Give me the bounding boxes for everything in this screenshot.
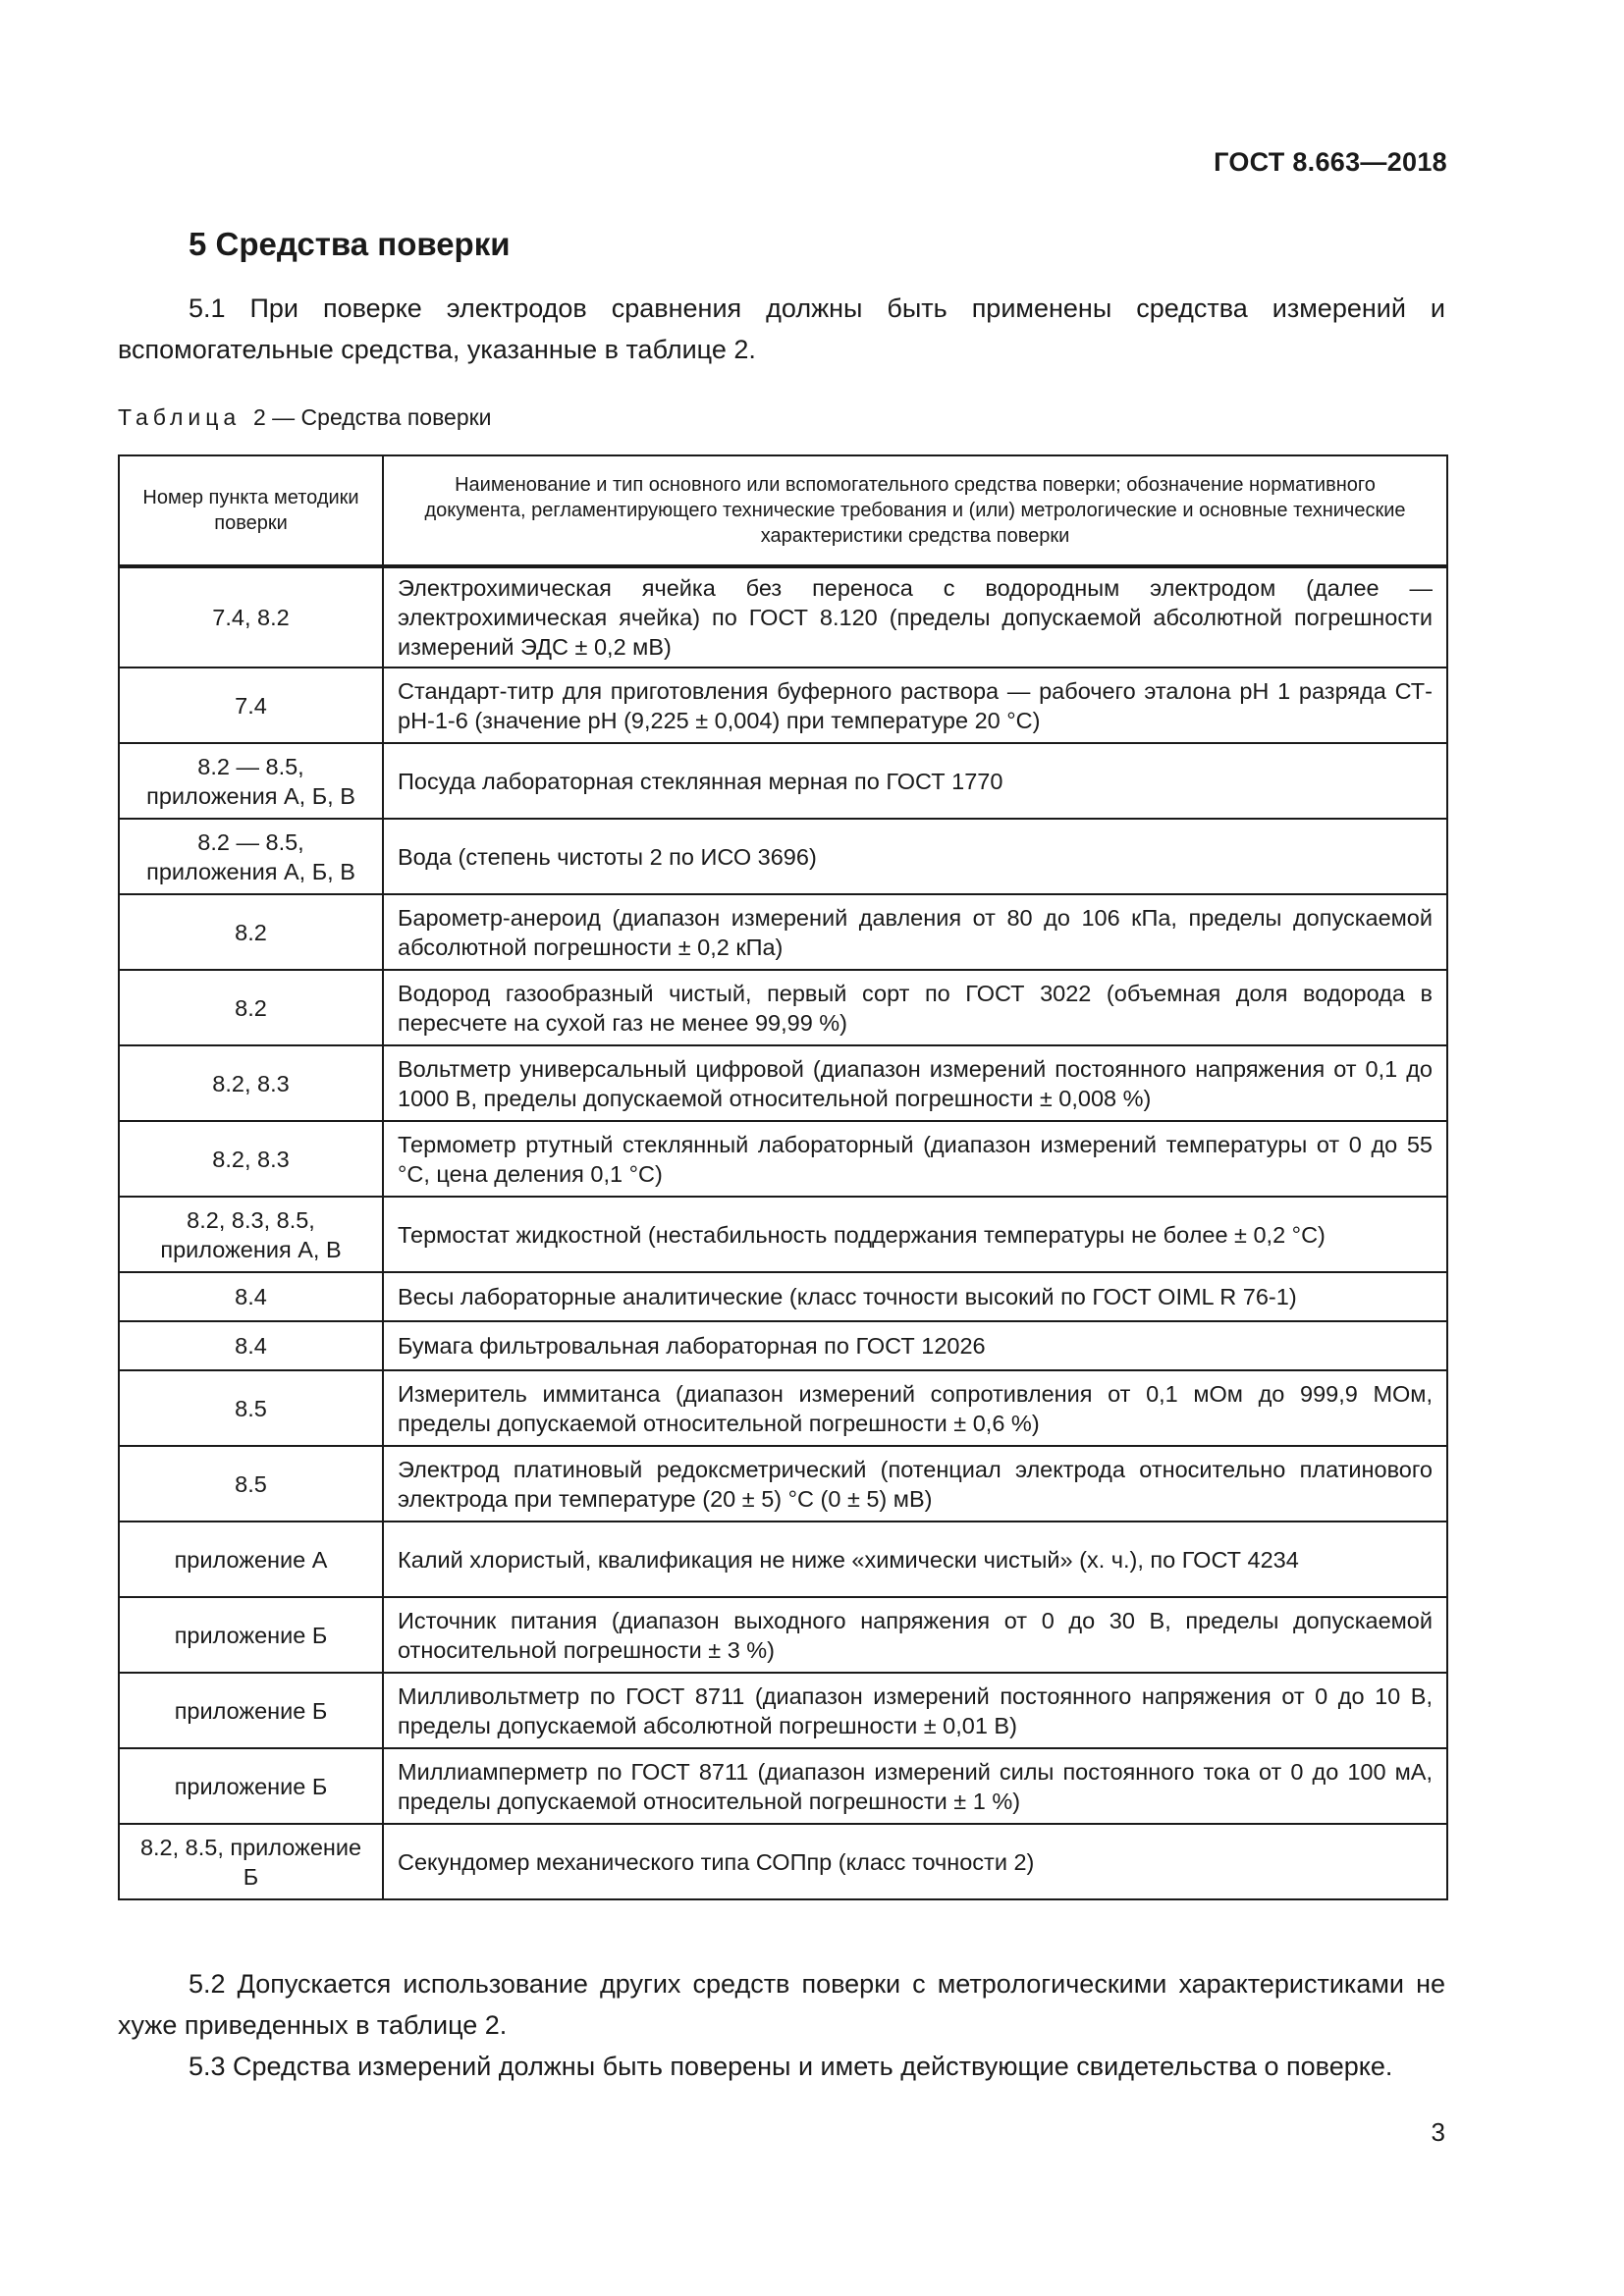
clause-cell: приложение Б xyxy=(119,1597,383,1673)
table-row xyxy=(119,1321,1447,1370)
table-row xyxy=(119,1121,1447,1197)
table-row xyxy=(119,1597,1447,1673)
table-caption xyxy=(118,404,492,431)
clause-cell: 8.2 — 8.5, приложения А, Б, В xyxy=(119,819,383,894)
description-cell: Секундомер механического типа СОПпр (класс точности 2) xyxy=(383,1824,1447,1899)
clause-cell: 8.2, 8.5, приложение Б xyxy=(119,1824,383,1899)
description-cell: Водород газообразный чистый, первый сорт по ГОСТ 3022 (объемная доля водорода в пересчете на сухой газ не менее 99,99 %) xyxy=(383,970,1447,1045)
document-code: ГОСТ 8.663—2018 xyxy=(1214,147,1447,177)
table-row xyxy=(119,894,1447,970)
clause-cell: приложение Б xyxy=(119,1748,383,1824)
table-header-row xyxy=(119,455,1447,566)
description-cell: Стандарт-титр для приготовления буферного раствора — рабочего эталона pH 1 разряда СТ-pH-1-6 (значение pH (9,225 ± 0,004) при температуре 20 °C) xyxy=(383,667,1447,743)
table-row xyxy=(119,819,1447,894)
clause-cell: 8.4 xyxy=(119,1272,383,1321)
paragraph-5-2 xyxy=(118,1963,1445,2046)
clause-cell: 8.5 xyxy=(119,1370,383,1446)
table-row xyxy=(119,1522,1447,1597)
description-cell: Посуда лабораторная стеклянная мерная по ГОСТ 1770 xyxy=(383,743,1447,819)
description-cell: Измеритель иммитанса (диапазон измерений сопротивления от 0,1 мОм до 999,9 МОм, пределы допускаемой относительной погрешности ± 0,6 %) xyxy=(383,1370,1447,1446)
clause-cell: 8.2 — 8.5, приложения А, Б, В xyxy=(119,743,383,819)
clause-cell: 7.4 xyxy=(119,667,383,743)
paragraph-5-2-text: 5.2 Допускается использование других средств поверки с метрологическими характеристиками не хуже приведенных в таблице 2. xyxy=(118,1969,1445,2040)
description-cell: Миллиамперметр по ГОСТ 8711 (диапазон измерений силы постоянного тока от 0 до 100 мА, пределы допускаемой относительной погрешности ± 1 %) xyxy=(383,1748,1447,1824)
header-tool-description: Наименование и тип основного или вспомогательного средства поверки; обозначение нормативного документа, регламентирующего технические требования и (или) метрологические и основные технические характеристики средства поверки xyxy=(383,455,1447,566)
table-row xyxy=(119,667,1447,743)
clause-cell: 7.4, 8.2 xyxy=(119,566,383,667)
description-cell: Бумага фильтровальная лабораторная по ГОСТ 12026 xyxy=(383,1321,1447,1370)
clause-cell: 8.2, 8.3 xyxy=(119,1045,383,1121)
clause-cell: 8.2, 8.3, 8.5, приложения А, В xyxy=(119,1197,383,1272)
table-row xyxy=(119,970,1447,1045)
description-cell: Электрохимическая ячейка без переноса с водородным электродом (далее — электрохимическая ячейка) по ГОСТ 8.120 (пределы допускаемой абсолютной погрешности измерений ЭДС ± 0,2 мВ) xyxy=(383,566,1447,667)
table-row xyxy=(119,1824,1447,1899)
paragraph-5-1 xyxy=(118,288,1445,370)
description-cell: Милливольтметр по ГОСТ 8711 (диапазон измерений постоянного напряжения от 0 до 10 В, пределы допускаемой абсолютной погрешности ± 0,01 В) xyxy=(383,1673,1447,1748)
verification-tools-table xyxy=(118,454,1448,1900)
table-row xyxy=(119,1446,1447,1522)
clause-cell: 8.2 xyxy=(119,894,383,970)
clause-cell: 8.2, 8.3 xyxy=(119,1121,383,1197)
description-cell: Вода (степень чистоты 2 по ИСО 3696) xyxy=(383,819,1447,894)
table-row xyxy=(119,743,1447,819)
description-cell: Электрод платиновый редоксметрический (потенциал электрода относительно платинового электрода при температуре (20 ± 5) °С (0 ± 5) мВ) xyxy=(383,1446,1447,1522)
table-caption-label: Таблица xyxy=(118,404,242,430)
table-row xyxy=(119,1748,1447,1824)
clause-cell: приложение Б xyxy=(119,1673,383,1748)
table-row xyxy=(119,1370,1447,1446)
paragraph-5-3-text: 5.3 Средства измерений должны быть поверены и иметь действующие свидетельства о поверке. xyxy=(189,2052,1393,2081)
clause-cell: 8.2 xyxy=(119,970,383,1045)
table-caption-text: 2 — Средства поверки xyxy=(252,404,492,430)
table-row xyxy=(119,566,1447,667)
clause-cell: приложение А xyxy=(119,1522,383,1597)
paragraph-5-1-text: 5.1 При поверке электродов сравнения должны быть применены средства измерений и вспомогательные средства, указанные в таблице 2. xyxy=(118,294,1445,364)
page-number: 3 xyxy=(1431,2117,1445,2147)
description-cell: Вольтметр универсальный цифровой (диапазон измерений постоянного напряжения от 0,1 до 1000 В, пределы допускаемой относительной погрешности ± 0,008 %) xyxy=(383,1045,1447,1121)
table-row xyxy=(119,1197,1447,1272)
description-cell: Термометр ртутный стеклянный лабораторный (диапазон измерений температуры от 0 до 55 °С, цена деления 0,1 °С) xyxy=(383,1121,1447,1197)
clause-cell: 8.5 xyxy=(119,1446,383,1522)
description-cell: Весы лабораторные аналитические (класс точности высокий по ГОСТ OIML R 76-1) xyxy=(383,1272,1447,1321)
table-row xyxy=(119,1673,1447,1748)
description-cell: Калий хлористый, квалификация не ниже «химически чистый» (х. ч.), по ГОСТ 4234 xyxy=(383,1522,1447,1597)
description-cell: Источник питания (диапазон выходного напряжения от 0 до 30 В, пределы допускаемой относительной погрешности ± 3 %) xyxy=(383,1597,1447,1673)
table-row xyxy=(119,1272,1447,1321)
clause-cell: 8.4 xyxy=(119,1321,383,1370)
table-row xyxy=(119,1045,1447,1121)
section-title: 5 Средства поверки xyxy=(189,226,511,262)
description-cell: Барометр-анероид (диапазон измерений давления от 80 до 106 кПа, пределы допускаемой абсолютной погрешности ± 0,2 кПа) xyxy=(383,894,1447,970)
paragraph-5-3 xyxy=(118,2046,1445,2087)
header-clause-number: Номер пункта методики поверки xyxy=(119,455,383,566)
description-cell: Термостат жидкостной (нестабильность поддержания температуры не более ± 0,2 °С) xyxy=(383,1197,1447,1272)
